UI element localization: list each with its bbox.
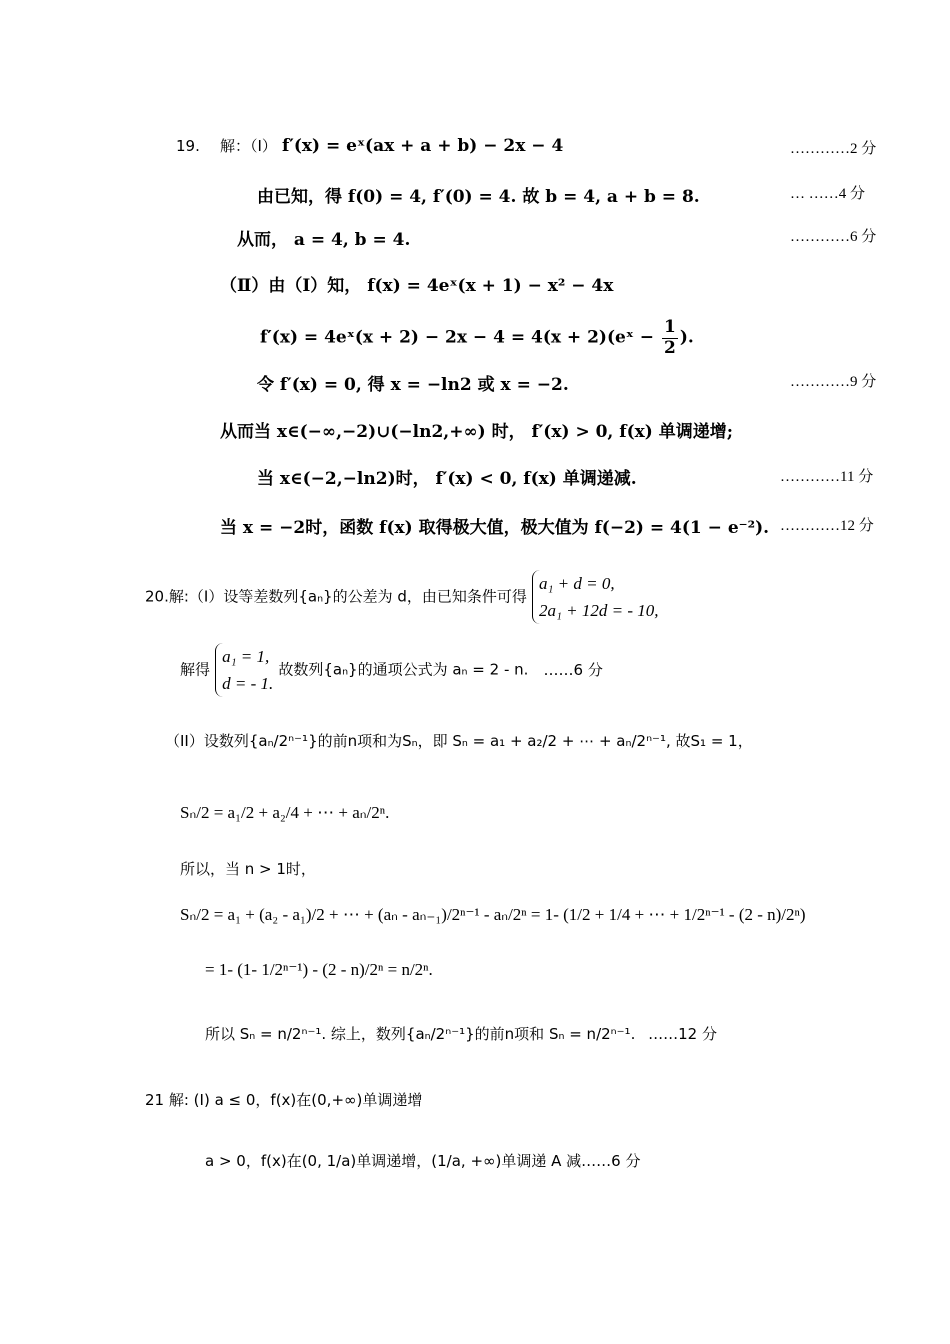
score-4: … ……4 分 — [790, 186, 866, 202]
problem-19-line-2: 由已知，得 f(0) = 4, f′(0) = 4. 故 b = 4, a + b = 8. — [257, 187, 700, 207]
score-6: …………6 分 — [790, 229, 877, 245]
equation-system-1: a₁ + d = 0, 2a₁ + 12d = - 10, — [532, 570, 659, 624]
score-6b: ……6 分 — [543, 660, 603, 679]
problem-20-line-8: 所以 Sₙ = n/2ⁿ⁻¹. 综上，数列{aₙ/2ⁿ⁻¹}的前n项和 Sₙ = n/2ⁿ⁻¹. ……12 分 — [205, 1025, 717, 1043]
problem-19-line-5: f′(x) = 4eˣ(x + 2) − 2x − 4 = 4(x + 2)(eˣ − $\frac{1}{2}$ ). — [260, 317, 694, 358]
problem-20-line-7: = 1- (1- 1/2ⁿ⁻¹) - (2 - n)/2ⁿ = n/2ⁿ. — [205, 960, 433, 979]
problem-20-line-6: Sₙ/2 = a₁ + (a₂ - a₁)/2 + ⋯ + (aₙ - aₙ₋₁)/2ⁿ⁻¹ - aₙ/2ⁿ = 1- (1/2 + 1/4 + ⋯ + 1/2ⁿ⁻¹ - (2 - n)/2ⁿ) — [180, 905, 806, 924]
problem-19-line-6: 令 f′(x) = 0, 得 x = −ln2 或 x = −2. — [257, 375, 569, 395]
fraction-one-half: $\frac{1}{2}$ — [663, 317, 676, 358]
score-11: …………11 分 — [780, 469, 874, 485]
problem-19-line-8: 当 x∈(−2,−ln2)时， f′(x) < 0, f(x) 单调递减. — [257, 469, 637, 489]
problem-19-line-4: （Ⅱ）由（Ⅰ）知， f(x) = 4eˣ(x + 1) − x² − 4x — [220, 276, 614, 296]
problem-19-line-3: 从而， a = 4, b = 4. — [237, 230, 411, 250]
equation-system-2: a₁ = 1, d = - 1. — [215, 643, 273, 697]
problem-19-line-9: 当 x = −2时，函数 f(x) 取得极大值，极大值为 f(−2) = 4(1 − e⁻²). — [220, 518, 770, 538]
problem-19-number: 19. — [176, 137, 200, 155]
score-12: …………12 分 — [780, 518, 874, 534]
problem-20-line-4: Sₙ/2 = a₁/2 + a₂/4 + ⋯ + aₙ/2ⁿ. — [180, 803, 390, 822]
problem-20-line-5: 所以，当 n > 1时， — [180, 860, 316, 878]
score-12b: ……12 分 — [648, 1025, 717, 1043]
problem-20-line-2: 解得 a₁ = 1, d = - 1. 故数列{aₙ}的通项公式为 aₙ = 2 - n. ……6 分 — [180, 643, 603, 697]
problem-21-line-2: a > 0，f(x)在(0, 1/a)单调递增，(1/a, +∞)单调递 A 减……6 分 — [205, 1152, 641, 1170]
problem-19-line-1: 解：（Ⅰ） f′(x) = eˣ(ax + a + b) − 2x − 4 — [220, 136, 564, 156]
problem-20-line-3: （II）设数列{aₙ/2ⁿ⁻¹}的前n项和为Sₙ，即 Sₙ = a₁ + a₂/2 + ⋯ + aₙ/2ⁿ⁻¹, 故S₁ = 1， — [165, 732, 753, 750]
problem-20-line-1: 20.解:（I）设等差数列{aₙ}的公差为 d，由已知条件可得 a₁ + d = 0, 2a₁ + 12d = - 10, — [145, 570, 659, 624]
score-2: …………2 分 — [790, 141, 877, 157]
score-9: …………9 分 — [790, 374, 877, 390]
problem-19-line-7: 从而当 x∈(−∞,−2)∪(−ln2,+∞) 时， f′(x) > 0, f(x) 单调递增; — [220, 422, 733, 442]
problem-21-line-1: 21 解: (I) a ≤ 0，f(x)在(0,+∞)单调递增 — [145, 1091, 423, 1109]
